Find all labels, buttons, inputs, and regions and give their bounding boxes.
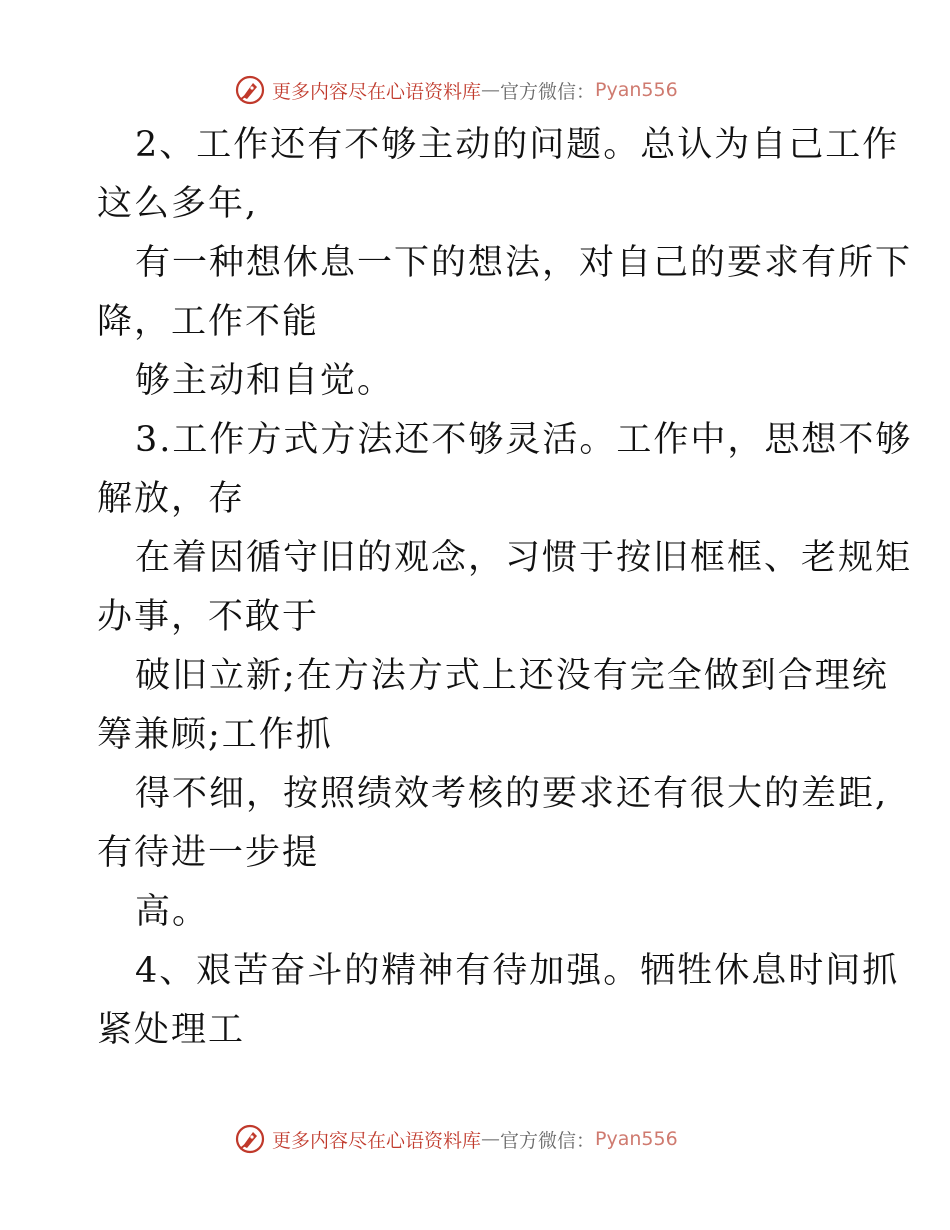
body-line: 办事，不敢于 <box>97 597 320 637</box>
body-line: 得不细，按照绩效考核的要求还有很大的差距, <box>135 774 889 814</box>
body-line: 筹兼顾;工作抓 <box>97 715 333 755</box>
body-line: 这么多年, <box>97 184 259 224</box>
banner-separator: — <box>481 79 501 101</box>
pen-nib-logo-icon <box>234 1123 266 1155</box>
banner-title: 更多内容尽在心语资料库 <box>272 80 482 103</box>
banner-wechat-handle: Pyan556 <box>595 1128 678 1150</box>
body-line: 紧处理工 <box>97 1010 246 1050</box>
body-line: 破旧立新;在方法方式上还没有完全做到合理统 <box>135 656 889 696</box>
pen-nib-logo-icon <box>234 74 266 106</box>
header-banner <box>234 72 754 108</box>
banner-separator: — <box>481 1128 501 1150</box>
footer-banner <box>234 1121 754 1157</box>
body-line: 高。 <box>135 892 210 932</box>
body-line: 在着因循守旧的观念，习惯于按旧框框、老规矩 <box>135 538 913 578</box>
body-line: 有一种想休息一下的想法，对自己的要求有所下 <box>135 243 913 283</box>
banner-wechat-label: 官方微信： <box>500 1129 596 1152</box>
body-line: 4、艰苦奋斗的精神有待加强。牺牲休息时间抓 <box>135 951 900 991</box>
banner-title: 更多内容尽在心语资料库 <box>272 1129 482 1152</box>
body-line: 降，工作不能 <box>97 302 320 342</box>
banner-wechat-handle: Pyan556 <box>595 79 678 101</box>
body-line: 解放，存 <box>97 479 246 519</box>
banner-wechat-label: 官方微信： <box>500 80 596 103</box>
body-line: 有待进一步提 <box>97 833 320 873</box>
body-line: 3.工作方式方法还不够灵活。工作中，思想不够 <box>135 420 913 460</box>
body-line: 够主动和自觉。 <box>135 361 395 401</box>
body-line: 2、工作还有不够主动的问题。总认为自己工作 <box>135 125 900 165</box>
